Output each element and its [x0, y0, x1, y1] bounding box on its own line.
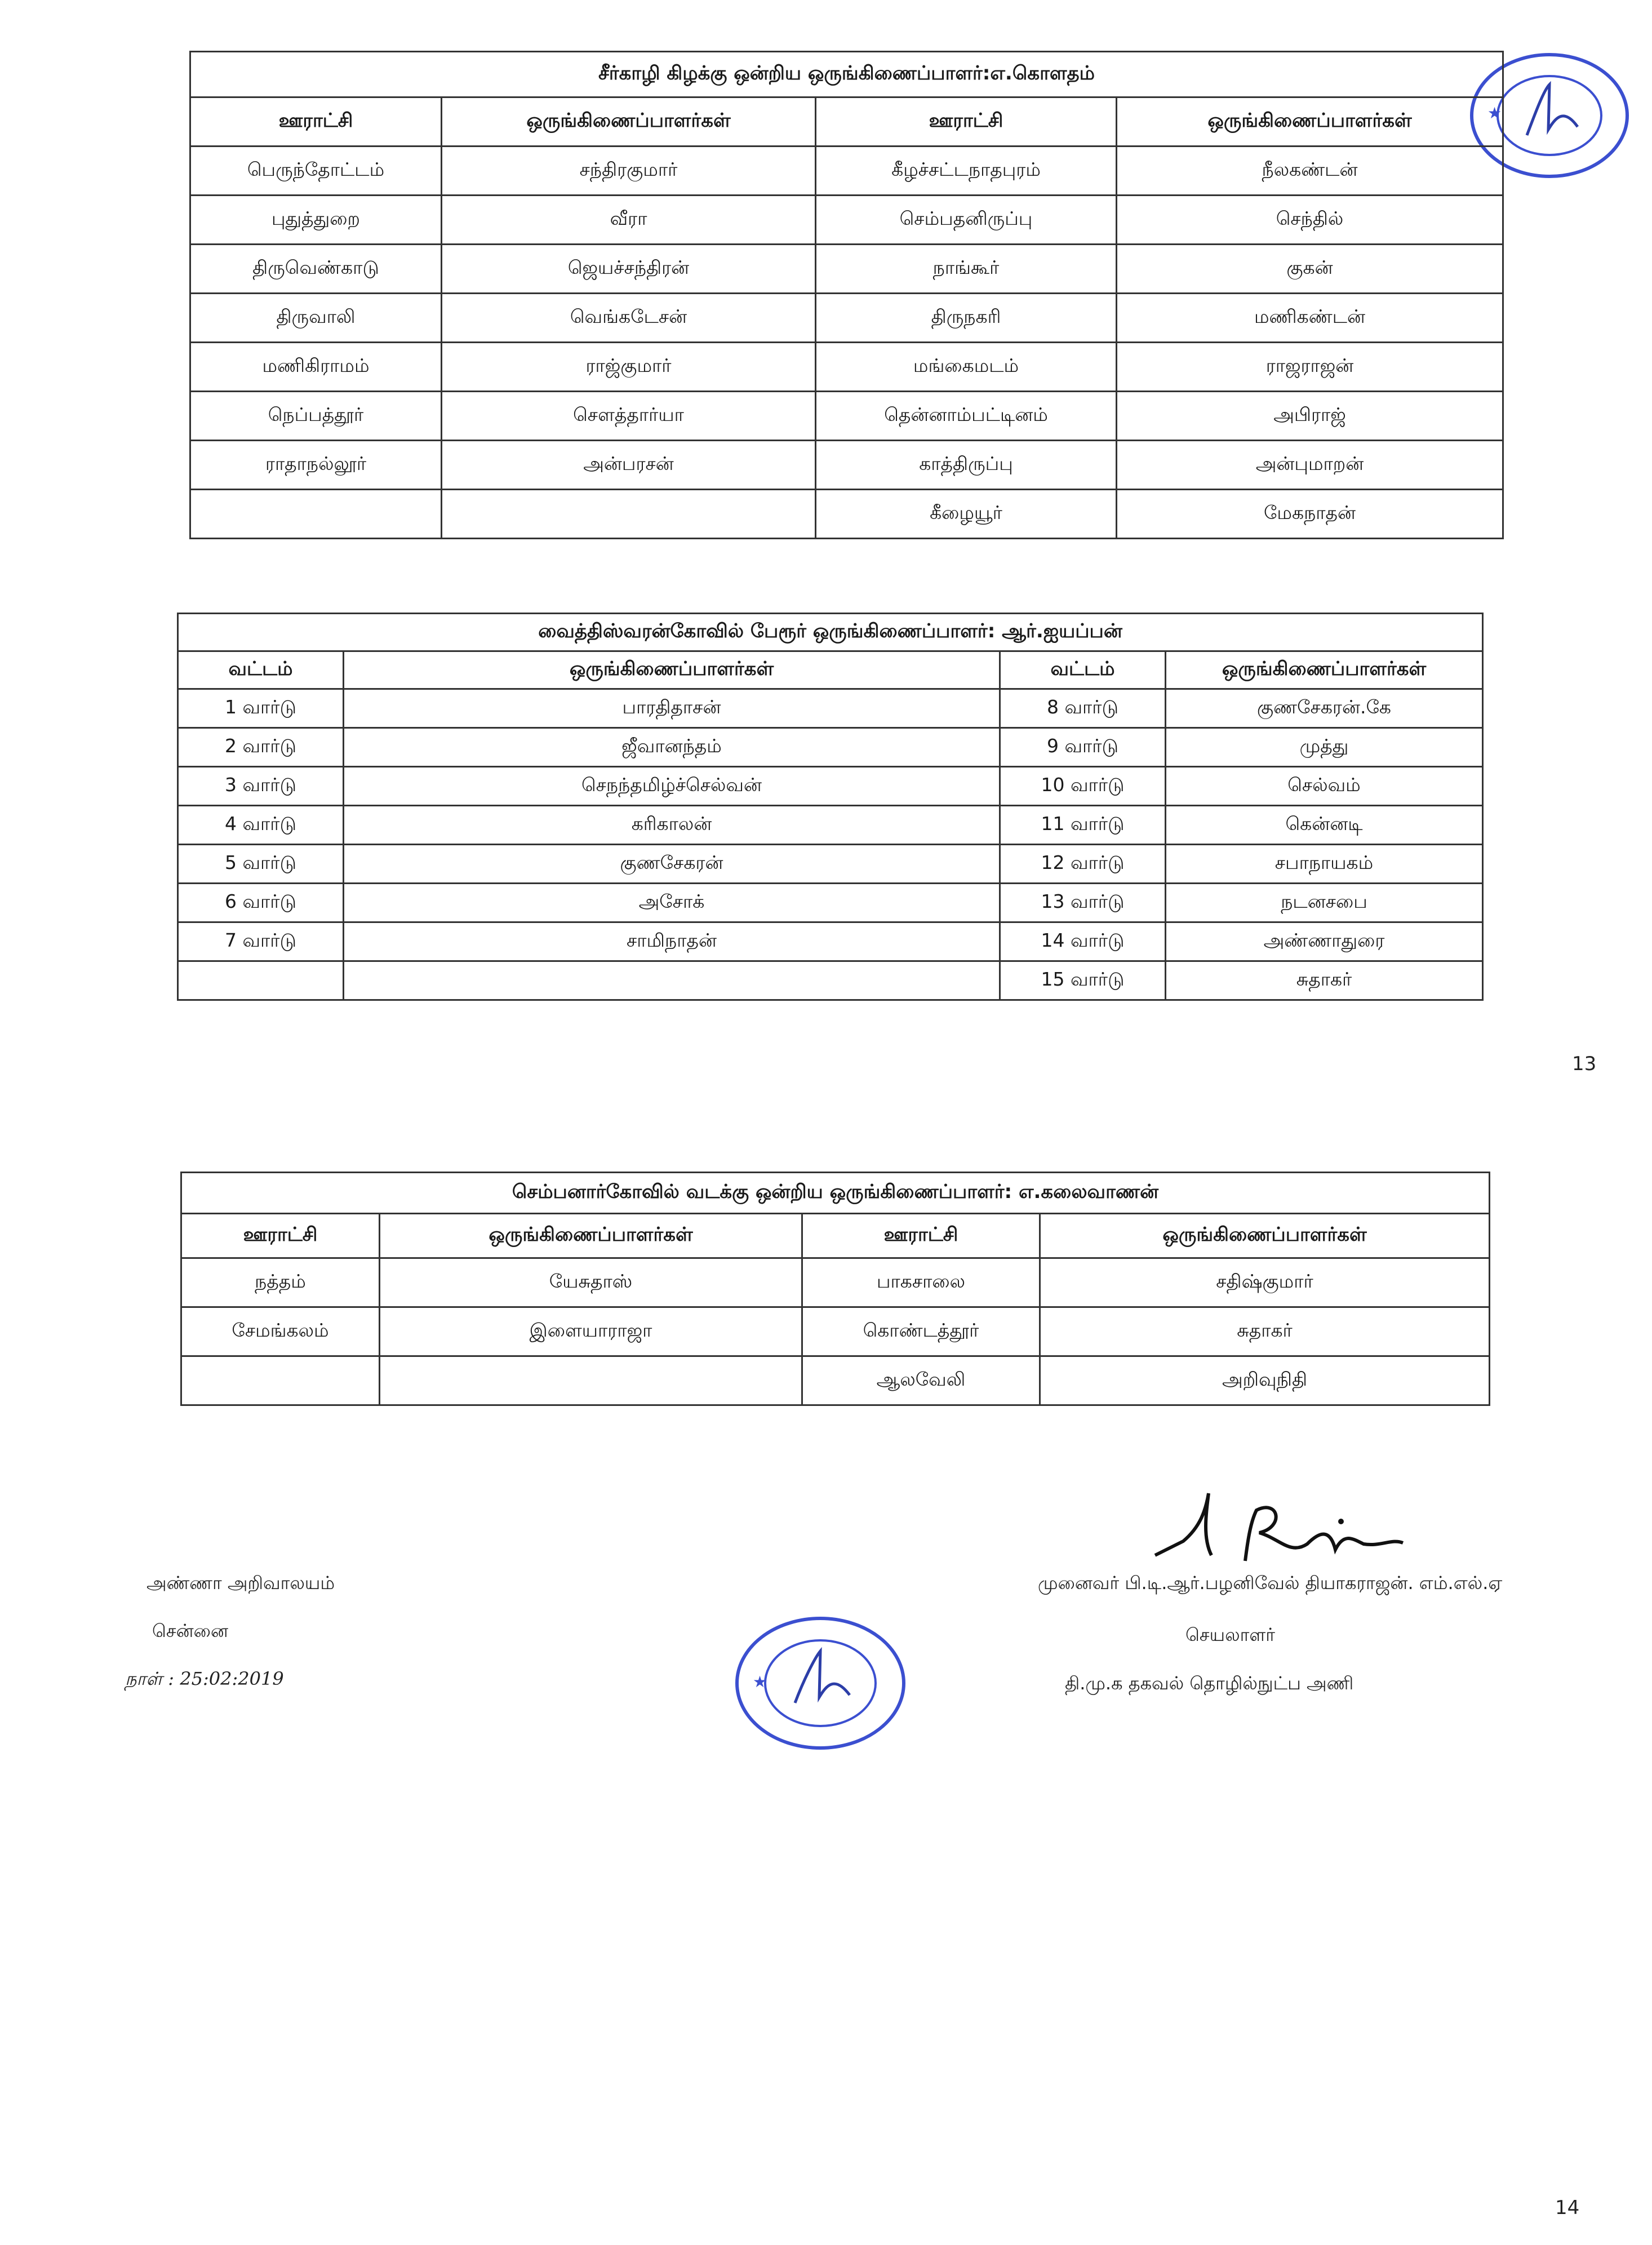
table-row [190, 343, 1503, 392]
svg-text:★: ★ [1487, 104, 1502, 122]
cell: செந்தில் [1117, 196, 1503, 245]
cell: பாகசாலை [802, 1258, 1040, 1307]
cell [181, 1356, 380, 1405]
cell: ஜீவானந்தம் [344, 728, 1000, 767]
cell: 11 வார்டு [1000, 806, 1166, 845]
table-row [190, 245, 1503, 294]
table-row [178, 884, 1483, 922]
date: நாள் : 25:02:2019 [125, 1668, 284, 1689]
cell: நெப்பத்தூர் [190, 392, 442, 441]
column-header: ஒருங்கிணைப்பாளர்கள் [1040, 1214, 1490, 1258]
table-row [178, 767, 1483, 806]
cell: 12 வார்டு [1000, 845, 1166, 884]
cell: சபாநாயகம் [1166, 845, 1483, 884]
column-header: ஊராட்சி [802, 1214, 1040, 1258]
column-header: ஒருங்கிணைப்பாளர்கள் [1117, 97, 1503, 147]
cell: இளையாராஜா [380, 1307, 802, 1356]
cell: குகன் [1117, 245, 1503, 294]
cell: கீழையூர் [816, 490, 1117, 539]
cell: கரிகாலன் [344, 806, 1000, 845]
address-city: சென்னை [152, 1620, 228, 1641]
cell: யேசுதாஸ் [380, 1258, 802, 1307]
cell: மங்கைமடம் [816, 343, 1117, 392]
table-row [181, 1307, 1490, 1356]
cell: வீரா [442, 196, 816, 245]
cell: தென்னாம்பட்டினம் [816, 392, 1117, 441]
cell: 9 வார்டு [1000, 728, 1166, 767]
table-row [178, 806, 1483, 845]
cell: பாரதிதாசன் [344, 689, 1000, 728]
cell [178, 961, 344, 1000]
cell: 13 வார்டு [1000, 884, 1166, 922]
address-line: அண்ணா அறிவாலயம் [146, 1572, 335, 1594]
table-row [178, 922, 1483, 961]
cell: 2 வார்டு [178, 728, 344, 767]
cell: அன்பரசன் [442, 441, 816, 490]
cell: 1 வார்டு [178, 689, 344, 728]
column-header: ஊராட்சி [190, 97, 442, 147]
cell: ராதாநல்லூர் [190, 441, 442, 490]
table-row [190, 441, 1503, 490]
cell [442, 490, 816, 539]
column-header: ஒருங்கிணைப்பாளர்கள் [442, 97, 816, 147]
table-row [181, 1258, 1490, 1307]
cell: மணிகிராமம் [190, 343, 442, 392]
cell: 7 வார்டு [178, 922, 344, 961]
cell: 6 வார்டு [178, 884, 344, 922]
signatory-name: முனைவர் பி.டி.ஆர்.பழனிவேல் தியாகராஜன். எம்.எல்.ஏ [1038, 1572, 1503, 1594]
cell: பெருந்தோட்டம் [190, 147, 442, 196]
table-row [181, 1356, 1490, 1405]
signature [1149, 1476, 1409, 1578]
cell: 8 வார்டு [1000, 689, 1166, 728]
column-header: ஒருங்கிணைப்பாளர்கள் [380, 1214, 802, 1258]
cell: 14 வார்டு [1000, 922, 1166, 961]
cell: கொண்டத்தூர் [802, 1307, 1040, 1356]
cell: மணிகண்டன் [1117, 294, 1503, 343]
svg-text:★: ★ [753, 1672, 767, 1691]
cell: சேமங்கலம் [181, 1307, 380, 1356]
table-title: செம்பனார்கோவில் வடக்கு ஒன்றிய ஒருங்கிணைப்பாளர்: எ.கலைவாணன் [181, 1173, 1490, 1214]
table-title: சீர்காழி கிழக்கு ஒன்றிய ஒருங்கிணைப்பாளர்:எ.கொளதம் [190, 52, 1503, 97]
cell: சுதாகர் [1040, 1307, 1490, 1356]
cell: ராஜராஜன் [1117, 343, 1503, 392]
table-title: வைத்திஸ்வரன்கோவில் பேரூர் ஒருங்கிணைப்பாளர்: ஆர்.ஐயப்பன் [178, 614, 1483, 651]
table-row [178, 961, 1483, 1000]
table-row [190, 490, 1503, 539]
column-header: ஊராட்சி [181, 1214, 380, 1258]
cell: அண்ணாதுரை [1166, 922, 1483, 961]
cell: 10 வார்டு [1000, 767, 1166, 806]
cell: 3 வார்டு [178, 767, 344, 806]
table-vaitheeswarankoil [177, 613, 1484, 1001]
table-sirkazhi-east [189, 51, 1504, 539]
cell: அசோக் [344, 884, 1000, 922]
cell: நீலகண்டன் [1117, 147, 1503, 196]
table-row [190, 147, 1503, 196]
cell: முத்து [1166, 728, 1483, 767]
cell: 4 வார்டு [178, 806, 344, 845]
cell: செநந்தமிழ்ச்செல்வன் [344, 767, 1000, 806]
table-row [190, 392, 1503, 441]
cell: கென்னடி [1166, 806, 1483, 845]
column-header: ஒருங்கிணைப்பாளர்கள் [344, 651, 1000, 689]
cell: குணசேகரன் [344, 845, 1000, 884]
signatory-role: செயலாளர் [1185, 1624, 1275, 1645]
table-row [190, 196, 1503, 245]
cell [380, 1356, 802, 1405]
organization: தி.மு.க தகவல் தொழில்நுட்ப அணி [1065, 1672, 1354, 1694]
cell: குணசேகரன்.கே [1166, 689, 1483, 728]
cell: நாங்கூர் [816, 245, 1117, 294]
cell: 5 வார்டு [178, 845, 344, 884]
party-seal-bottom [730, 1613, 911, 1754]
page-number: 13 [1572, 1053, 1597, 1075]
cell: வெங்கடேசன் [442, 294, 816, 343]
cell: அறிவுநிதி [1040, 1356, 1490, 1405]
cell: ராஜ்குமார் [442, 343, 816, 392]
cell: செம்பதனிருப்பு [816, 196, 1117, 245]
cell [190, 490, 442, 539]
table-sembanarkoil-north [180, 1172, 1490, 1406]
cell: புதுத்துறை [190, 196, 442, 245]
column-header: வட்டம் [1000, 651, 1166, 689]
column-header: வட்டம் [178, 651, 344, 689]
cell: சௌத்தார்யா [442, 392, 816, 441]
cell: சாமிநாதன் [344, 922, 1000, 961]
table-row [178, 728, 1483, 767]
cell: மேகநாதன் [1117, 490, 1503, 539]
column-header: ஊராட்சி [816, 97, 1117, 147]
cell: கீழச்சட்டநாதபுரம் [816, 147, 1117, 196]
cell: 15 வார்டு [1000, 961, 1166, 1000]
table-row [178, 845, 1483, 884]
cell: சுதாகர் [1166, 961, 1483, 1000]
cell: நத்தம் [181, 1258, 380, 1307]
cell: திருவாலி [190, 294, 442, 343]
cell: அபிராஜ் [1117, 392, 1503, 441]
cell: சதிஷ்குமார் [1040, 1258, 1490, 1307]
cell: நடனசபை [1166, 884, 1483, 922]
cell: செல்வம் [1166, 767, 1483, 806]
cell: காத்திருப்பு [816, 441, 1117, 490]
column-header: ஒருங்கிணைப்பாளர்கள் [1166, 651, 1483, 689]
cell: திருநகரி [816, 294, 1117, 343]
cell: ஜெயச்சந்திரன் [442, 245, 816, 294]
cell [344, 961, 1000, 1000]
table-row [178, 689, 1483, 728]
page-number: 14 [1555, 2197, 1580, 2219]
cell: சந்திரகுமார் [442, 147, 816, 196]
cell: அன்புமாறன் [1117, 441, 1503, 490]
cell: ஆலவேலி [802, 1356, 1040, 1405]
cell: திருவெண்காடு [190, 245, 442, 294]
table-row [190, 294, 1503, 343]
